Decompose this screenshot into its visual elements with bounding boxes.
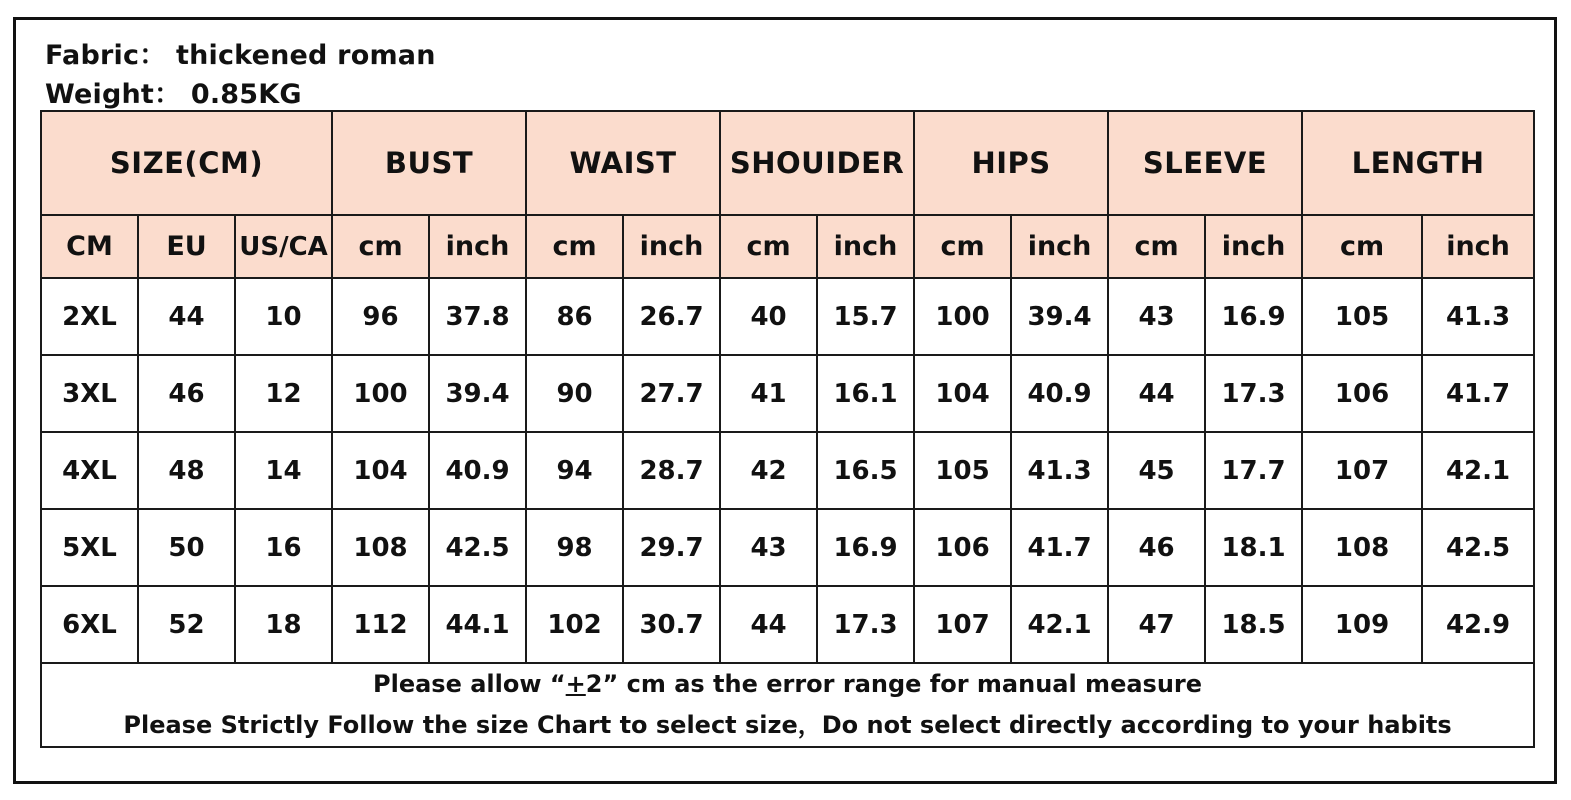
table-row xyxy=(41,355,1534,432)
subheader-cell: cm xyxy=(1108,215,1205,278)
table-cell: 14 xyxy=(235,432,332,509)
table-cell: 27.7 xyxy=(623,355,720,432)
table-cell: 26.7 xyxy=(623,278,720,355)
table-cell: 41.7 xyxy=(1011,509,1108,586)
subheader-cell: cm xyxy=(332,215,429,278)
table-cell: 100 xyxy=(914,278,1011,355)
table-cell: 42 xyxy=(720,432,817,509)
header-group-cell: SHOUIDER xyxy=(720,111,914,215)
table-cell: 108 xyxy=(1302,509,1422,586)
table-cell: 94 xyxy=(526,432,623,509)
table-cell: 39.4 xyxy=(1011,278,1108,355)
table-cell: 17.7 xyxy=(1205,432,1302,509)
table-cell: 42.1 xyxy=(1011,586,1108,663)
subheader-cell: CM xyxy=(41,215,138,278)
table-cell: 18.5 xyxy=(1205,586,1302,663)
table-cell: 17.3 xyxy=(817,586,914,663)
table-cell: 43 xyxy=(1108,278,1205,355)
table-cell: 96 xyxy=(332,278,429,355)
table-cell: 109 xyxy=(1302,586,1422,663)
table-cell: 45 xyxy=(1108,432,1205,509)
table-cell: 39.4 xyxy=(429,355,526,432)
header-group-row xyxy=(41,111,1534,215)
table-cell: 40 xyxy=(720,278,817,355)
note-cell xyxy=(41,663,1534,747)
table-cell: 16.9 xyxy=(817,509,914,586)
table-cell: 42.1 xyxy=(1422,432,1534,509)
table-cell: 108 xyxy=(332,509,429,586)
table-cell: 90 xyxy=(526,355,623,432)
plus-minus-sign: + xyxy=(565,670,586,698)
note-row xyxy=(41,663,1534,747)
table-cell: 106 xyxy=(914,509,1011,586)
subheader-cell: US/CA xyxy=(235,215,332,278)
table-cell: 16.9 xyxy=(1205,278,1302,355)
table-cell: 15.7 xyxy=(817,278,914,355)
subheader-cell: cm xyxy=(720,215,817,278)
note-line-1 xyxy=(42,664,1533,705)
note-line-1-end: 2” cm as the error range for manual measure xyxy=(585,670,1203,698)
header-group-cell: HIPS xyxy=(914,111,1108,215)
table-cell: 16 xyxy=(235,509,332,586)
table-cell: 3XL xyxy=(41,355,138,432)
table-cell: 44 xyxy=(138,278,235,355)
table-cell: 50 xyxy=(138,509,235,586)
table-cell: 102 xyxy=(526,586,623,663)
table-cell: 52 xyxy=(138,586,235,663)
table-cell: 16.5 xyxy=(817,432,914,509)
subheader-cell: inch xyxy=(429,215,526,278)
table-cell: 40.9 xyxy=(1011,355,1108,432)
table-cell: 105 xyxy=(1302,278,1422,355)
fabric-info: Fabric： thickened roman xyxy=(45,40,436,71)
table-cell: 17.3 xyxy=(1205,355,1302,432)
table-cell: 98 xyxy=(526,509,623,586)
table-cell: 40.9 xyxy=(429,432,526,509)
table-cell: 44 xyxy=(1108,355,1205,432)
subheader-cell: inch xyxy=(817,215,914,278)
subheader-cell: inch xyxy=(1011,215,1108,278)
subheader-cell: cm xyxy=(914,215,1011,278)
header-group-cell: BUST xyxy=(332,111,526,215)
note-line-2: Please Strictly Follow the size Chart to select size，Do not select directly according to your habits xyxy=(123,711,1452,739)
table-cell: 12 xyxy=(235,355,332,432)
size-table xyxy=(40,110,1535,748)
table-cell: 30.7 xyxy=(623,586,720,663)
table-row xyxy=(41,586,1534,663)
table-cell: 41.3 xyxy=(1422,278,1534,355)
table-cell: 28.7 xyxy=(623,432,720,509)
table-cell: 46 xyxy=(138,355,235,432)
weight-info: Weight： 0.85KG xyxy=(45,79,302,110)
table-cell: 4XL xyxy=(41,432,138,509)
table-cell: 86 xyxy=(526,278,623,355)
subheader-cell: cm xyxy=(526,215,623,278)
table-cell: 18 xyxy=(235,586,332,663)
header-group-cell: SIZE(CM) xyxy=(41,111,332,215)
subheader-cell: cm xyxy=(1302,215,1422,278)
header-group-cell: SLEEVE xyxy=(1108,111,1302,215)
table-cell: 16.1 xyxy=(817,355,914,432)
table-cell: 29.7 xyxy=(623,509,720,586)
subheader-cell: inch xyxy=(1205,215,1302,278)
table-row xyxy=(41,432,1534,509)
table-cell: 105 xyxy=(914,432,1011,509)
table-cell: 104 xyxy=(332,432,429,509)
table-row xyxy=(41,278,1534,355)
header-group-cell: LENGTH xyxy=(1302,111,1534,215)
table-cell: 100 xyxy=(332,355,429,432)
header-group-cell: WAIST xyxy=(526,111,720,215)
table-cell: 10 xyxy=(235,278,332,355)
table-cell: 104 xyxy=(914,355,1011,432)
table-cell: 112 xyxy=(332,586,429,663)
table-cell: 48 xyxy=(138,432,235,509)
table-cell: 43 xyxy=(720,509,817,586)
table-cell: 37.8 xyxy=(429,278,526,355)
table-cell: 42.5 xyxy=(1422,509,1534,586)
table-cell: 41.3 xyxy=(1011,432,1108,509)
table-cell: 5XL xyxy=(41,509,138,586)
table-cell: 107 xyxy=(1302,432,1422,509)
table-cell: 41.7 xyxy=(1422,355,1534,432)
table-cell: 2XL xyxy=(41,278,138,355)
subheader-row xyxy=(41,215,1534,278)
table-cell: 18.1 xyxy=(1205,509,1302,586)
subheader-cell: EU xyxy=(138,215,235,278)
table-cell: 44.1 xyxy=(429,586,526,663)
table-cell: 44 xyxy=(720,586,817,663)
table-cell: 42.9 xyxy=(1422,586,1534,663)
table-cell: 46 xyxy=(1108,509,1205,586)
table-cell: 106 xyxy=(1302,355,1422,432)
table-cell: 42.5 xyxy=(429,509,526,586)
subheader-cell: inch xyxy=(1422,215,1534,278)
table-row xyxy=(41,509,1534,586)
subheader-cell: inch xyxy=(623,215,720,278)
table-cell: 107 xyxy=(914,586,1011,663)
table-cell: 41 xyxy=(720,355,817,432)
note-line-1-start: Please allow “ xyxy=(373,670,566,698)
table-cell: 6XL xyxy=(41,586,138,663)
table-cell: 47 xyxy=(1108,586,1205,663)
